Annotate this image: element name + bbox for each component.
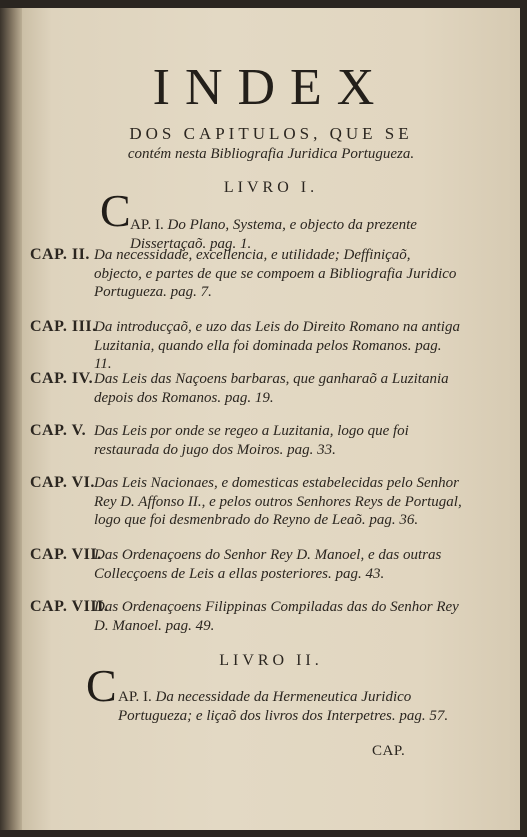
chapter-text: Das Leis Nacionaes, e domesticas estabelecidas pelo Senhor Rey D. Affonso II., e pelos outros Senhores Reys de Portugal, logo que foi desmenbrado do Reyno de Leaõ. pag. 36. bbox=[94, 475, 462, 528]
chapter-label: AP. I. bbox=[118, 689, 152, 705]
chapter-entry bbox=[30, 546, 462, 583]
drop-capital: C bbox=[100, 185, 131, 236]
page-subtitle: DOS CAPITULOS, QUE SE bbox=[129, 124, 413, 143]
chapter-label: CAP. VIII. bbox=[30, 598, 109, 615]
chapter-text: Das Ordenaçoens do Senhor Rey D. Manoel, e das outras Collecçoens de Leis a ellas posteriores. pag. 43. bbox=[94, 547, 442, 582]
chapter-label: CAP. V. bbox=[30, 422, 87, 439]
chapter-label: CAP. VII. bbox=[30, 546, 102, 563]
book-heading-2: LIVRO II. bbox=[219, 652, 323, 669]
chapter-entry bbox=[30, 598, 462, 635]
chapter-entry bbox=[30, 370, 462, 407]
chapter-entry bbox=[118, 688, 468, 725]
chapter-text: Da necessidade da Hermeneutica Juridico Portugueza; e liçaõ dos livros dos Interpetres. pag. 57. bbox=[118, 689, 449, 724]
chapter-label: AP. I. bbox=[130, 217, 164, 233]
chapter-entry bbox=[30, 318, 462, 374]
chapter-label: CAP. II. bbox=[30, 246, 90, 263]
catchword: CAP. bbox=[372, 743, 406, 759]
page-title: INDEX bbox=[152, 59, 390, 116]
chapter-label: CAP. IV. bbox=[30, 370, 94, 387]
page-subtitle-line2: contém nesta Bibliografia Juridica Portugueza. bbox=[127, 146, 415, 162]
chapter-text: Das Leis por onde se regeo a Luzitania, logo que foi restaurada do jugo dos Moiros. pag. 33. bbox=[94, 423, 409, 458]
drop-capital: C bbox=[86, 660, 117, 711]
book-heading-1: LIVRO I. bbox=[223, 179, 319, 196]
chapter-text: Do Plano, Systema, e objecto da prezente Dissertaçaõ. pag. 1. bbox=[130, 217, 417, 252]
chapter-entry bbox=[30, 422, 462, 459]
chapter-text: Da introducçaõ, e uzo das Leis do Direito Romano na antiga Luzitania, quando ella foi dominada pelos Romanos. pag. 11. bbox=[94, 319, 460, 372]
chapter-label: CAP. III. bbox=[30, 318, 97, 335]
chapter-text: Da necessidade, excellencia, e utilidade; Deffiniçaõ, objecto, e partes de que se compoem a Bibliografia Juridico Portugueza. pag. 7. bbox=[94, 247, 457, 300]
chapter-text: Das Leis das Naçoens barbaras, que ganharaõ a Luzitania depois dos Romanos. pag. 19. bbox=[94, 371, 449, 406]
chapter-entry bbox=[30, 474, 462, 530]
chapter-text: Das Ordenaçoens Filippinas Compiladas das do Senhor Rey D. Manoel. pag. 49. bbox=[94, 599, 459, 634]
chapter-label: CAP. VI. bbox=[30, 474, 95, 491]
book-spine-shadow bbox=[0, 8, 24, 830]
book-page bbox=[22, 8, 520, 830]
chapter-entry bbox=[30, 246, 462, 302]
